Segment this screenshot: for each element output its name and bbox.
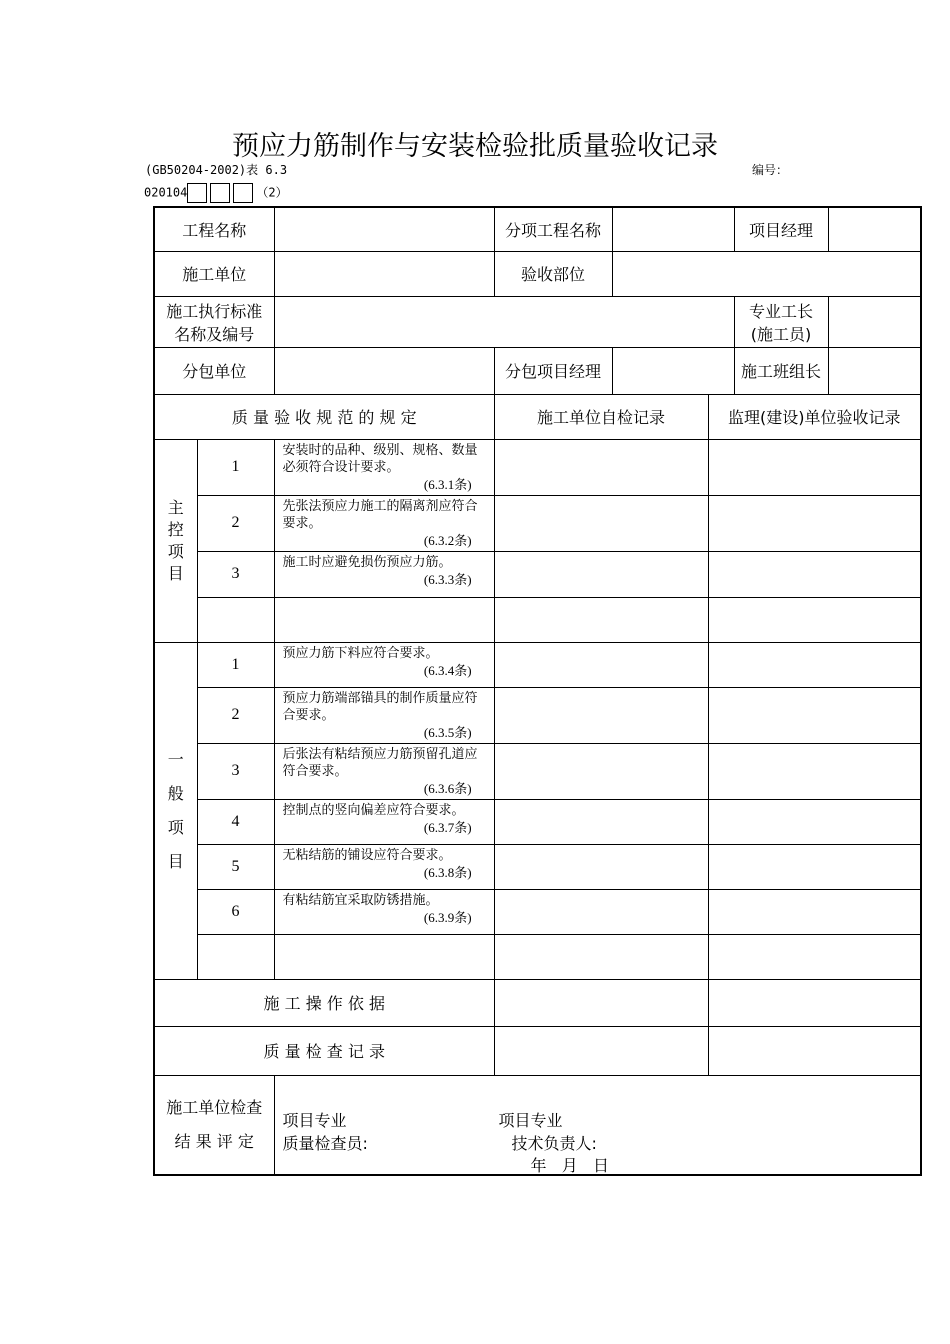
supervision-column-header: 监理(建设)单位验收记录 — [708, 394, 921, 439]
general-item-self-check[interactable] — [494, 889, 708, 934]
general-item-self-check[interactable] — [494, 642, 708, 687]
general-item-no: 5 — [197, 844, 274, 889]
evaluation-label-line1: 施工单位检查 — [166, 1097, 263, 1117]
general-item-supervision[interactable] — [708, 642, 921, 687]
code-prefix: 020104 — [144, 185, 188, 200]
general-item-no-blank[interactable] — [197, 934, 274, 979]
acceptance-form — [153, 206, 922, 1176]
general-item-self-check[interactable] — [494, 743, 708, 799]
team-leader-field[interactable] — [828, 347, 921, 394]
general-item-no: 3 — [197, 743, 274, 799]
sub-manager-label: 分包项目经理 — [494, 347, 612, 394]
foreman-field[interactable] — [828, 296, 921, 347]
code-box-1[interactable] — [187, 183, 207, 203]
general-item-self-check[interactable] — [494, 687, 708, 743]
number-label: 编号： — [752, 163, 789, 177]
sub-manager-field[interactable] — [612, 347, 734, 394]
project-name-label: 工程名称 — [154, 207, 274, 251]
quality-record-label: 质 量 检 查 记 录 — [154, 1026, 494, 1075]
general-item-self-check[interactable] — [494, 799, 708, 844]
code-box-3[interactable] — [233, 183, 253, 203]
main-item-self-check[interactable] — [494, 551, 708, 597]
operation-basis-self-check[interactable] — [494, 979, 708, 1026]
main-item-self-check[interactable] — [494, 495, 708, 551]
standard-reference: (GB50204-2002)表 6.3 — [145, 163, 288, 177]
foreman-label — [734, 296, 828, 347]
foreman-label-line1: 专业工长 — [749, 301, 814, 321]
general-item-text: 无粘结筋的铺设应符合要求。 (6.3.8条) — [274, 844, 494, 889]
main-control-label: 主控项目 — [154, 439, 197, 642]
general-item-text: 后张法有粘结预应力筋预留孔道应符合要求。 (6.3.6条) — [274, 743, 494, 799]
acceptance-part-field[interactable] — [612, 251, 921, 296]
general-item-supervision[interactable] — [708, 799, 921, 844]
main-item-text: 施工时应避免损伤预应力筋。 (6.3.3条) — [274, 551, 494, 597]
evaluation-label-line2: 结 果 评 定 — [174, 1131, 254, 1151]
main-item-supervision[interactable] — [708, 495, 921, 551]
general-item-no: 2 — [197, 687, 274, 743]
foreman-label-line2: (施工员) — [750, 324, 812, 344]
evaluation-field[interactable] — [274, 1075, 921, 1175]
general-item-text: 有粘结筋宜采取防锈措施。 (6.3.9条) — [274, 889, 494, 934]
main-item-text-blank[interactable] — [274, 597, 494, 642]
main-item-self-check[interactable] — [494, 597, 708, 642]
operation-basis-supervision[interactable] — [708, 979, 921, 1026]
quality-record-supervision[interactable] — [708, 1026, 921, 1075]
general-item-self-check[interactable] — [494, 934, 708, 979]
main-item-self-check[interactable] — [494, 439, 708, 495]
main-item-supervision[interactable] — [708, 551, 921, 597]
general-item-text-blank[interactable] — [274, 934, 494, 979]
operation-basis-label: 施 工 操 作 依 据 — [154, 979, 494, 1026]
general-label: 一般项目 — [154, 642, 197, 979]
inspector-label-line2: 质量检查员: — [282, 1133, 368, 1153]
standard-label — [154, 296, 274, 347]
main-item-text: 先张法预应力施工的隔离剂应符合要求。 (6.3.2条) — [274, 495, 494, 551]
project-manager-label: 项目经理 — [734, 207, 828, 251]
date-label: 年 月 日 — [530, 1155, 610, 1175]
standard-label-line1: 施工执行标准 — [166, 301, 263, 321]
general-item-supervision[interactable] — [708, 687, 921, 743]
construction-unit-label: 施工单位 — [154, 251, 274, 296]
general-item-supervision[interactable] — [708, 743, 921, 799]
subcontractor-field[interactable] — [274, 347, 494, 394]
main-item-text: 安装时的品种、级别、规格、数量必须符合设计要求。 (6.3.1条) — [274, 439, 494, 495]
code-box-2[interactable] — [210, 183, 230, 203]
construction-unit-field[interactable] — [274, 251, 494, 296]
tech-label-line1: 项目专业 — [498, 1110, 563, 1130]
main-item-no: 3 — [197, 551, 274, 597]
team-leader-label: 施工班组长 — [734, 347, 828, 394]
main-item-supervision[interactable] — [708, 439, 921, 495]
sub-project-label: 分项工程名称 — [494, 207, 612, 251]
general-item-supervision[interactable] — [708, 844, 921, 889]
general-item-supervision[interactable] — [708, 934, 921, 979]
main-item-no: 2 — [197, 495, 274, 551]
general-item-self-check[interactable] — [494, 844, 708, 889]
code-suffix: （2） — [256, 185, 288, 200]
sub-project-field[interactable] — [612, 207, 734, 251]
standard-field[interactable] — [274, 296, 734, 347]
standard-label-line2: 名称及编号 — [174, 324, 255, 344]
spec-column-header: 质 量 验 收 规 范 的 规 定 — [154, 394, 494, 439]
acceptance-part-label: 验收部位 — [494, 251, 612, 296]
main-item-no-blank[interactable] — [197, 597, 274, 642]
inspector-label-line1: 项目专业 — [282, 1110, 347, 1130]
main-item-no: 1 — [197, 439, 274, 495]
evaluation-label — [154, 1075, 274, 1175]
project-name-field[interactable] — [274, 207, 494, 251]
general-item-text: 预应力筋下料应符合要求。 (6.3.4条) — [274, 642, 494, 687]
general-item-text: 控制点的竖向偏差应符合要求。 (6.3.7条) — [274, 799, 494, 844]
self-check-column-header: 施工单位自检记录 — [494, 394, 708, 439]
tech-label-line2: 技术负责人: — [511, 1133, 597, 1153]
project-manager-field[interactable] — [828, 207, 921, 251]
general-item-text: 预应力筋端部锚具的制作质量应符合要求。 (6.3.5条) — [274, 687, 494, 743]
general-item-no: 6 — [197, 889, 274, 934]
general-item-no: 1 — [197, 642, 274, 687]
general-item-supervision[interactable] — [708, 889, 921, 934]
general-item-no: 4 — [197, 799, 274, 844]
page-title: 预应力筋制作与安装检验批质量验收记录 — [232, 131, 718, 162]
code-line — [144, 183, 288, 203]
subcontractor-label: 分包单位 — [154, 347, 274, 394]
main-item-supervision[interactable] — [708, 597, 921, 642]
quality-record-self-check[interactable] — [494, 1026, 708, 1075]
